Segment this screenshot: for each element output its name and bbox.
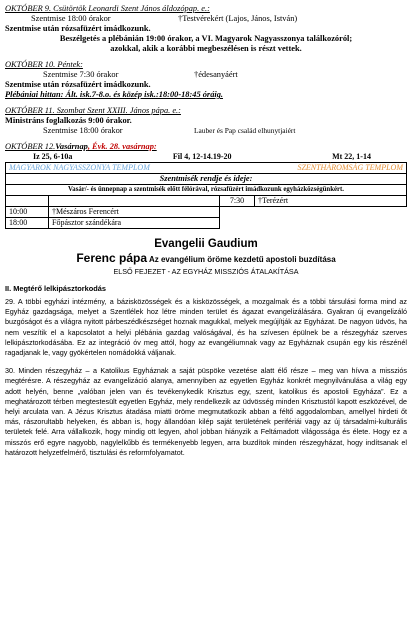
intention-cell (255, 207, 407, 218)
intention-cell (255, 218, 407, 229)
sunday-heading (5, 142, 407, 152)
intention-cell: †Terézért (255, 196, 407, 207)
mass-schedule-table (5, 162, 407, 229)
intention-cell (49, 196, 220, 207)
schedule-heading: Szentmisék rendje és ideje: (6, 174, 407, 185)
chapter-title: ELSŐ FEJEZET - AZ EGYHÁZ MISSZIÓS ÁTALAKÍTÁSA (113, 267, 299, 276)
article-subtitle (5, 251, 407, 267)
reading-1: Iz 25, 6-10a (33, 152, 73, 161)
article-author: Ferenc pápa (76, 251, 148, 265)
intention-cell: Főpásztor szándékára (49, 218, 220, 229)
paragraph: 29. A többi egyházi intézmény, a bázisközösségek és a kisközösségek, a mozgalmak és a többi társulási forma mind az Egyház gazdagsága, melyet a Szentlélek hoz létre minden terület és ágazat evangelizálására. Gyakran új evangelizáló buzgóságot és a világra nyitott párbeszédkészséget hoznak magukkal, melyek megújítják az Egyházat. De nagyon üdvös, ha nem veszítik el a kapcsolatot a helyi plébánia gazdag valóságával, és ha szívesen épülnek be a részegyház szerves lelkipásztorkodásába. Ez az integráció óv meg attól, hogy az evangéliumnak vagy az Egyháznak csupán egy kis részénél ragadjanak le, vagy gyökértelen nomádokká váljanak. (5, 297, 407, 358)
intention-cell: †Mészáros Ferencért (49, 207, 220, 218)
reading-2: Fil 4, 12-14.19-20 (172, 152, 232, 161)
mass-row (5, 126, 407, 136)
mass-intention: †Testvérekért (Lajos, János, István) (178, 14, 298, 23)
readings-row (5, 152, 407, 162)
time-cell: 7:30 (220, 196, 255, 207)
sunday-day: Vasárnap (55, 142, 88, 151)
table-row (6, 196, 407, 207)
time-cell: 10:00 (6, 207, 49, 218)
paragraph: 30. Minden részegyház – a Katolikus Egyháznak a saját püspöke vezetése alatt élő része – meg van hívva a missziós megtérésre. A részegyház az evangelizáció alanya, amennyiben az egyetlen Egyház konkrét megnyilvánulása a világ egy adott helyén, benne „valóban jelen van és tevékenykedik Krisztus egy, szent, katolikus és apostoli Egyháza”. Ez a meghatározott térben megtestesült egyetlen Egyház, mely rendelkezik az üdvösség minden Krisztustól kapott eszközével, de helyi arculata van. A Jézus Krisztus átadása miatti öröme megmutatkozik abban a féltő aggodalomban, amellyel hirdeti őt más, rászorultabb helyeken, és abban is, hogy állandóan kilép saját területének perifériái vagy az új társadalmi-kulturális területek felé. Arra vállalkozik, hogy mindig ott legyen, ahol jobban hiányzik a Feltámadott világossága és élete. Hogy ez a misszós erő egyre nagyobb, nagylelkűbb és termékenyebb legyen, arra buzdítok minden részegyházat, hogy indítsanak el határozott helyzetfelmérő, tisztulási és reformfolyamatot. (5, 366, 407, 457)
mass-time: Szentmise 18:00 órakor (31, 14, 111, 23)
note-line: Plébániai hittan: Ált. isk.7-8.o. és közép isk.:18:00-18:45 óráig. (5, 90, 223, 99)
church-name-left: MAGYAROK NAGYASSZONYA TEMPLOM (6, 163, 220, 174)
church-name-right: SZENTHÁROMSÁG TEMPLOM (220, 163, 407, 174)
section-title: II. Megtérő lelkipásztorkodás (5, 284, 107, 293)
day-heading: OKTÓBER 9. Csütörtök Leonardi Szent János áldozópap. e.: (5, 4, 210, 13)
gospel-reading: Mt 22, 1-14 (332, 152, 371, 161)
sunday-date: OKTÓBER 12. (5, 142, 56, 151)
schedule-subheading: Vasár/- és ünnepnap a szentmisék előtt félórával, rózsafüzért imádkozunk egyházközségünkért. (6, 185, 407, 196)
day-heading: OKTÓBER 11. Szombat Szent XXIII. János pápa. e.: (5, 106, 181, 115)
mass-row (5, 14, 407, 24)
mass-time: Szentmise 7:30 órakor (43, 70, 119, 79)
note-line: azokkal, akik a korábbi megbeszélésen is részt vettek. (110, 44, 302, 53)
bulletin-page (5, 4, 407, 466)
mass-intention: †édesanyáért (194, 70, 238, 79)
time-cell: 18:00 (6, 218, 49, 229)
note-line: Szentmise után rózsafüzért imádkozunk. (5, 80, 151, 89)
article-title: Evangelii Gaudium (154, 238, 258, 250)
time-cell (220, 207, 255, 218)
note-line: Beszélgetés a plébánián 19:00 órakor, a VI. Magyarok Nagyasszonya találkozóról; (59, 34, 353, 43)
article-subtitle-text: Az evangélium öröme kezdetű apostoli buzdítása (147, 255, 336, 264)
table-row (6, 218, 407, 229)
time-cell (6, 196, 49, 207)
note-line: Ministráns foglalkozás 9:00 órakor. (5, 116, 132, 125)
mass-time: Szentmise 18:00 órakor (43, 126, 123, 135)
day-heading: OKTÓBER 10. Péntek: (5, 60, 83, 69)
sunday-title: , Évk. 28. vasárnap: (87, 142, 157, 151)
mass-intention: Lauber és Pap család elhunytjaiért (194, 126, 296, 135)
time-cell (220, 218, 255, 229)
table-row (6, 207, 407, 218)
mass-row (5, 70, 407, 80)
note-line: Szentmise után rózsafüzért imádkozunk. (5, 24, 151, 33)
